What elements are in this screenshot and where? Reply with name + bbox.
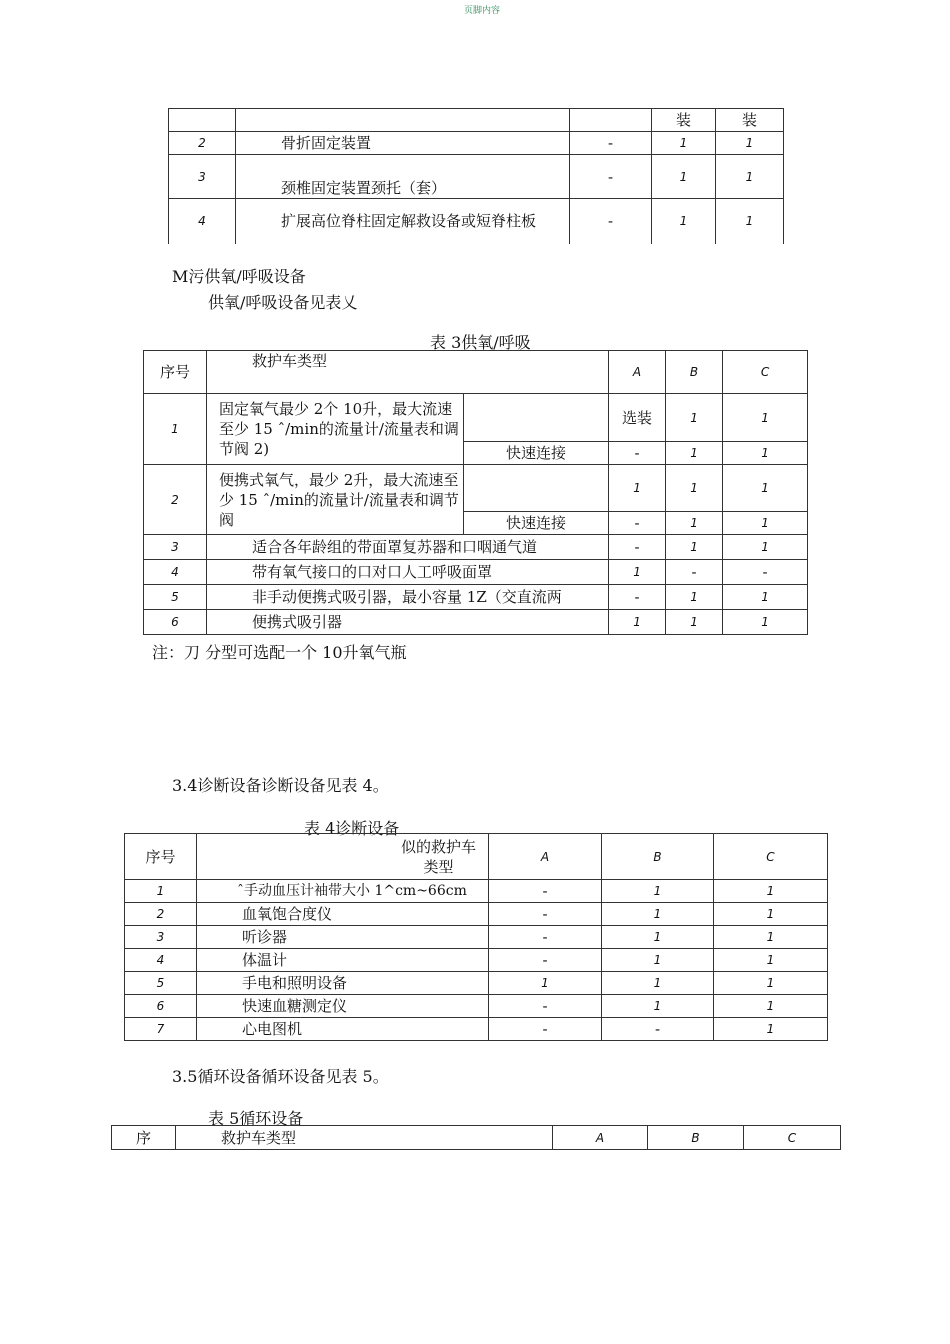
cell-a: - xyxy=(609,535,666,560)
row-number: 2 xyxy=(144,465,207,535)
cell-b: 1 xyxy=(652,155,716,199)
page-header: 页脚内容 xyxy=(463,6,500,16)
cell-a: 1 xyxy=(609,610,666,635)
t4-col-b: B xyxy=(602,834,714,880)
table-row xyxy=(125,972,828,995)
cell-b: - xyxy=(666,560,723,585)
cell-a: 选装 xyxy=(609,394,666,442)
row-number: 2 xyxy=(125,903,197,926)
t4-col-a: A xyxy=(489,834,602,880)
cell-c: 1 xyxy=(723,394,808,442)
t4-col-c: C xyxy=(714,834,828,880)
cell-b: 1 xyxy=(666,512,723,535)
row-sub: 快速连接 xyxy=(464,442,609,465)
cell-b: 1 xyxy=(602,995,714,1018)
row-name: 非手动便携式吸引器，最小容量 1Z（交直流两 xyxy=(207,585,609,610)
cell-b: 1 xyxy=(666,442,723,465)
row-name: 适合各年龄组的带面罩复苏器和口咽通气道 xyxy=(207,535,609,560)
table-row xyxy=(169,155,784,199)
cell-c: 1 xyxy=(714,995,828,1018)
t2-header-cell xyxy=(236,109,570,132)
table-row xyxy=(125,880,828,903)
cell-a: 1 xyxy=(489,972,602,995)
section-3-3-intro: 供氧/呼吸设备见表乂 xyxy=(208,293,358,312)
cell-a: 1 xyxy=(609,465,666,512)
cell-c: 1 xyxy=(723,610,808,635)
row-number: 1 xyxy=(144,394,207,465)
t3-col-c: C xyxy=(723,351,808,394)
section-3-4-title: 3.4诊断设备诊断设备见表 4。 xyxy=(172,776,389,795)
cell-a: - xyxy=(489,995,602,1018)
t5-col-type: 救护车类型 xyxy=(176,1126,553,1150)
cell-c: 1 xyxy=(723,585,808,610)
t2-header-cell: 装 xyxy=(716,109,784,132)
cell-a: 1 xyxy=(609,560,666,585)
cell-b: 1 xyxy=(602,903,714,926)
row-blank xyxy=(464,465,609,512)
table-row xyxy=(169,199,784,244)
cell-a: - xyxy=(489,903,602,926)
cell-c: 1 xyxy=(716,199,784,244)
row-name: 骨折固定装置 xyxy=(236,132,570,155)
table-row xyxy=(125,1018,828,1041)
t5-col-b: B xyxy=(648,1126,744,1150)
table-row xyxy=(144,535,808,560)
cell-b: 1 xyxy=(666,610,723,635)
table-3-note: 注：刀 分型可选配一个 10升氧气瓶 xyxy=(152,643,407,662)
row-number: 7 xyxy=(125,1018,197,1041)
t4-col-type: 似的救护车类型 xyxy=(197,834,489,880)
cell-c: 1 xyxy=(723,442,808,465)
cell-a: - xyxy=(570,132,652,155)
cell-a: - xyxy=(609,442,666,465)
t3-col-no: 序号 xyxy=(144,351,207,394)
row-number: 4 xyxy=(169,199,236,244)
table-row xyxy=(144,465,808,512)
cell-c: 1 xyxy=(723,465,808,512)
table-row xyxy=(144,585,808,610)
section-3-3-title: M污供氧/呼吸设备 xyxy=(172,267,306,286)
row-name: ˆ手动血压计袖带大小 1^cm~66cm xyxy=(197,880,489,903)
row-number: 4 xyxy=(125,949,197,972)
t3-col-a: A xyxy=(609,351,666,394)
cell-a: - xyxy=(489,926,602,949)
row-number: 6 xyxy=(144,610,207,635)
table-row xyxy=(125,949,828,972)
cell-a: - xyxy=(570,155,652,199)
row-name: 手电和照明设备 xyxy=(197,972,489,995)
row-number: 3 xyxy=(169,155,236,199)
cell-b: 1 xyxy=(602,880,714,903)
cell-a: - xyxy=(489,880,602,903)
table-row xyxy=(125,903,828,926)
cell-c: - xyxy=(723,560,808,585)
table-4-caption: 表 4诊断设备 xyxy=(304,819,400,838)
cell-c: 1 xyxy=(714,949,828,972)
cell-a: - xyxy=(609,585,666,610)
row-name: 颈椎固定装置颈托（套） xyxy=(236,155,570,199)
section-3-5-title: 3.5循环设备循环设备见表 5。 xyxy=(172,1067,389,1086)
row-name: 听诊器 xyxy=(197,926,489,949)
cell-a: - xyxy=(609,512,666,535)
cell-a: - xyxy=(489,949,602,972)
cell-c: 1 xyxy=(723,535,808,560)
cell-c: 1 xyxy=(714,926,828,949)
row-name: 血氧饱合度仪 xyxy=(197,903,489,926)
table-4 xyxy=(124,833,828,1041)
cell-c: 1 xyxy=(714,972,828,995)
row-number: 5 xyxy=(125,972,197,995)
t2-header-cell: 装 xyxy=(652,109,716,132)
row-number: 1 xyxy=(125,880,197,903)
cell-c: 1 xyxy=(716,155,784,199)
t3-col-type: 救护车类型 xyxy=(207,351,609,394)
row-name: 体温计 xyxy=(197,949,489,972)
cell-b: 1 xyxy=(602,926,714,949)
cell-c: 1 xyxy=(714,1018,828,1041)
table-5-caption: 表 5循环设备 xyxy=(208,1109,304,1128)
cell-b: 1 xyxy=(652,132,716,155)
table-row xyxy=(144,610,808,635)
t5-col-no: 序 xyxy=(112,1126,176,1150)
cell-b: - xyxy=(602,1018,714,1041)
t4-col-no: 序号 xyxy=(125,834,197,880)
cell-c: 1 xyxy=(716,132,784,155)
cell-a: - xyxy=(570,199,652,244)
table-row xyxy=(169,132,784,155)
t2-header-cell xyxy=(169,109,236,132)
row-name: 快速血糖测定仪 xyxy=(197,995,489,1018)
cell-b: 1 xyxy=(652,199,716,244)
cell-a: - xyxy=(489,1018,602,1041)
table-2-continuation xyxy=(168,108,784,244)
cell-c: 1 xyxy=(714,903,828,926)
row-name: 便携式吸引器 xyxy=(207,610,609,635)
row-name: 固定氧气最少 2个 10升，最大流速至少 15 ˆ/min的流量计/流量表和调节阀 2) xyxy=(207,394,464,465)
cell-c: 1 xyxy=(723,512,808,535)
row-number: 6 xyxy=(125,995,197,1018)
cell-b: 1 xyxy=(666,535,723,560)
cell-b: 1 xyxy=(666,585,723,610)
row-number: 3 xyxy=(144,535,207,560)
t3-col-b: B xyxy=(666,351,723,394)
table-row xyxy=(125,995,828,1018)
table-3 xyxy=(143,350,808,635)
row-number: 5 xyxy=(144,585,207,610)
cell-b: 1 xyxy=(602,972,714,995)
row-number: 3 xyxy=(125,926,197,949)
row-name: 便携式氧气，最少 2升，最大流速至少 15 ˆ/min的流量计/流量表和调节阀 xyxy=(207,465,464,535)
cell-c: 1 xyxy=(714,880,828,903)
row-name: 带有氧气接口的口对口人工呼吸面罩 xyxy=(207,560,609,585)
row-blank xyxy=(464,394,609,442)
row-sub: 快速连接 xyxy=(464,512,609,535)
cell-b: 1 xyxy=(602,949,714,972)
row-name: 扩展高位脊柱固定解救设备或短脊柱板 xyxy=(236,199,570,244)
table-row xyxy=(144,394,808,442)
t5-col-c: C xyxy=(744,1126,841,1150)
table-5 xyxy=(111,1125,841,1150)
t2-header-cell xyxy=(570,109,652,132)
table-row xyxy=(125,926,828,949)
cell-b: 1 xyxy=(666,465,723,512)
table-3-caption: 表 3供氧/呼吸 xyxy=(430,333,531,352)
cell-b: 1 xyxy=(666,394,723,442)
row-number: 4 xyxy=(144,560,207,585)
row-name: 心电图机 xyxy=(197,1018,489,1041)
row-number: 2 xyxy=(169,132,236,155)
t5-col-a: A xyxy=(553,1126,648,1150)
table-row xyxy=(144,560,808,585)
